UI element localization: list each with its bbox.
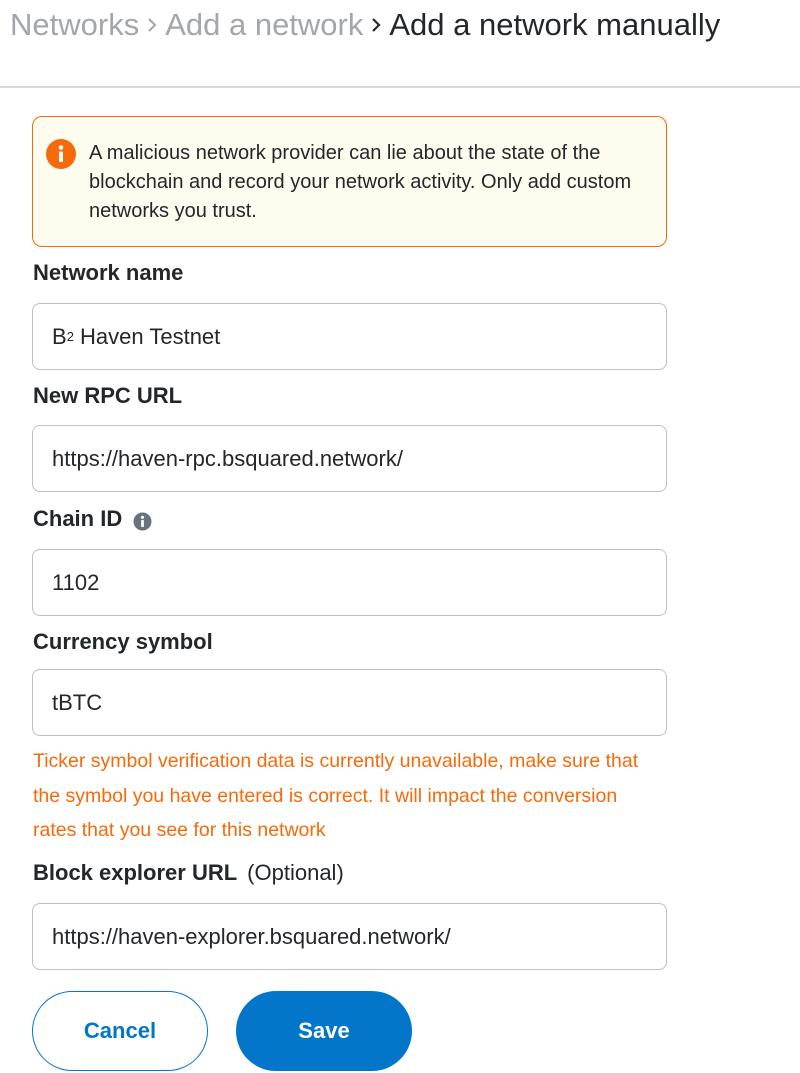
chain-id-label <box>33 505 152 533</box>
warning-info-icon <box>46 139 76 169</box>
network-name-label <box>33 259 183 287</box>
currency-symbol-label-text: Currency symbol <box>33 629 213 654</box>
network-name-input[interactable]: B 2 Haven Testnet <box>32 303 667 370</box>
rpc-url-value: https://haven-rpc.bsquared.network/ <box>52 445 403 471</box>
currency-symbol-input[interactable] <box>32 669 667 736</box>
warning-text: A malicious network provider can lie about the state of the blockchain and record your network activity. Only add custom networks you trust. <box>89 142 632 222</box>
currency-symbol-value: tBTC <box>52 689 103 715</box>
currency-symbol-label <box>33 628 213 656</box>
network-name-value-prefix: B <box>52 323 67 349</box>
block-explorer-value: https://haven-explorer.bsquared.network/ <box>52 923 451 949</box>
header-divider <box>0 86 800 88</box>
block-explorer-label <box>33 859 344 887</box>
block-explorer-input[interactable] <box>32 903 667 970</box>
network-name-label-text: Network name <box>33 260 184 285</box>
network-name-value-suffix: Haven Testnet <box>73 323 221 349</box>
chevron-right-icon <box>363 17 389 33</box>
optional-label: (Optional) <box>247 860 344 885</box>
rpc-url-input[interactable] <box>32 425 667 492</box>
rpc-url-label <box>33 382 182 410</box>
chain-id-label-text: Chain ID <box>33 506 123 531</box>
chain-id-input[interactable] <box>32 549 667 616</box>
cancel-button[interactable]: Cancel <box>32 991 208 1071</box>
currency-symbol-warning: Ticker symbol verification data is currently unavailable, make sure that the symbol you have entered is correct. It will impact the conversion rates that you see for this network <box>33 750 639 841</box>
info-icon[interactable] <box>133 510 152 529</box>
rpc-url-label-text: New RPC URL <box>33 383 183 408</box>
warning-banner <box>32 116 667 247</box>
breadcrumb <box>10 4 720 46</box>
breadcrumb-networks[interactable]: Networks <box>10 7 140 42</box>
chain-id-value: 1102 <box>52 569 100 595</box>
breadcrumb-add-network[interactable]: Add a network <box>165 7 364 42</box>
save-button[interactable]: Save <box>236 991 412 1071</box>
block-explorer-label-text: Block explorer URL <box>33 860 238 885</box>
page-title: Add a network manually <box>389 7 721 42</box>
chevron-right-icon <box>139 17 165 33</box>
